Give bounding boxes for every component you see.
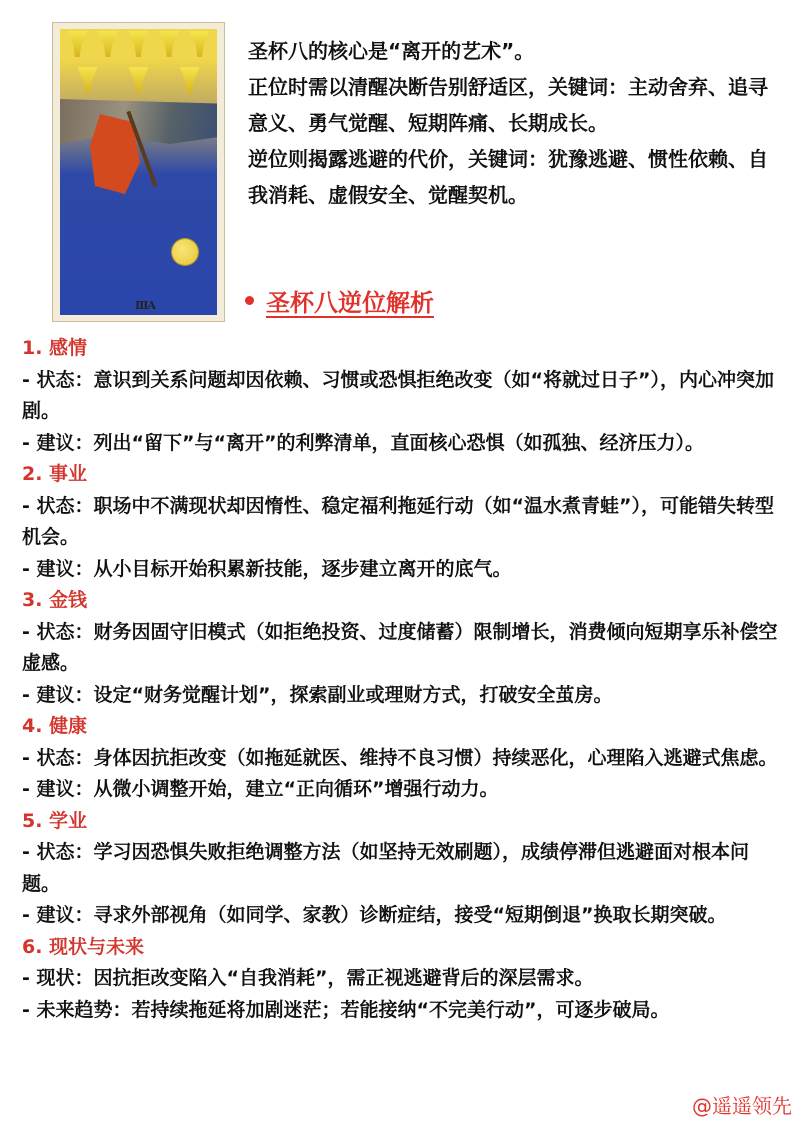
bullet-icon xyxy=(245,296,254,305)
category-item: - 建议：设定“财务觉醒计划”，探索副业或理财方式，打破安全茧房。 xyxy=(22,683,613,706)
cups-top-row xyxy=(62,31,215,57)
category-title: 1. 感情 xyxy=(22,337,88,359)
category-title: 2. 事业 xyxy=(22,463,88,485)
category-item: - 状态：职场中不满现状却因惰性、稳定福利拖延行动（如“温水煮青蛙”），可能错失转型机会。 xyxy=(22,494,774,548)
tarot-card-image xyxy=(52,22,225,322)
category-item: - 状态：学习因恐惧失败拒绝调整方法（如坚持无效刷题），成绩停滞但逃避面对根本问题。 xyxy=(22,841,750,895)
category-title: 3. 金钱 xyxy=(22,589,88,611)
category-title: 4. 健康 xyxy=(22,715,88,737)
cup-icon xyxy=(180,67,200,93)
card-numeral: IIIA xyxy=(135,299,155,312)
category-item: - 状态：身体因抗拒改变（如拖延就医、维持不良习惯）持续恶化，心理陷入逃避式焦虑。 xyxy=(22,746,778,769)
category-item: - 建议：从小目标开始积累新技能，逐步建立离开的底气。 xyxy=(22,557,512,580)
category-item: - 建议：从微小调整开始，建立“正向循环”增强行动力。 xyxy=(22,778,499,800)
intro-line: 逆位则揭露逃避的代价，关键词：犹豫逃避、惯性依赖、自我消耗、虚假安全、觉醒契机。 xyxy=(248,147,768,207)
cup-icon xyxy=(190,31,210,57)
section-title: 圣杯八逆位解析 xyxy=(266,288,434,317)
category-item: - 现状：因抗拒改变陷入“自我消耗”，需正视逃避背后的深层需求。 xyxy=(22,967,594,989)
watermark: @遥遥领先 xyxy=(692,1094,792,1118)
intro-line: 正位时需以清醒决断告别舒适区，关键词：主动舍弃、追寻意义、勇气觉醒、短期阵痛、长期成长。 xyxy=(248,75,768,135)
category-title: 5. 学业 xyxy=(22,809,88,832)
category-item: - 状态：意识到关系问题却因依赖、习惯或恐惧拒绝改变（如“将就过日子”），内心冲突加剧。 xyxy=(22,368,774,422)
category-item: - 未来趋势：若持续拖延将加剧迷茫；若能接纳“不完美行动”，可逐步破局。 xyxy=(22,998,670,1021)
intro-text xyxy=(248,33,768,213)
category-item: - 建议：寻求外部视角（如同学、家教）诊断症结，接受“短期倒退”换取长期突破。 xyxy=(22,904,727,926)
category-title: 6. 现状与未来 xyxy=(22,935,145,958)
cup-icon xyxy=(78,67,98,93)
section-heading xyxy=(245,280,434,320)
cup-icon xyxy=(159,31,179,57)
interpretation-list xyxy=(22,333,782,1026)
category-item: - 建议：列出“留下”与“离开”的利弊清单，直面核心恐惧（如孤独、经济压力）。 xyxy=(22,431,704,454)
category-item: - 状态：财务因固守旧模式（如拒绝投资、过度储蓄）限制增长，消费倾向短期享乐补偿空虚感。 xyxy=(22,620,778,674)
moon-icon xyxy=(172,239,198,265)
cup-icon xyxy=(67,31,87,57)
cups-bottom-row xyxy=(62,67,215,93)
cup-icon xyxy=(128,31,148,57)
cup-icon xyxy=(98,31,118,57)
cup-icon xyxy=(129,67,149,93)
card-artwork xyxy=(60,29,217,315)
intro-line: 圣杯八的核心是“离开的艺术”。 xyxy=(248,39,535,63)
